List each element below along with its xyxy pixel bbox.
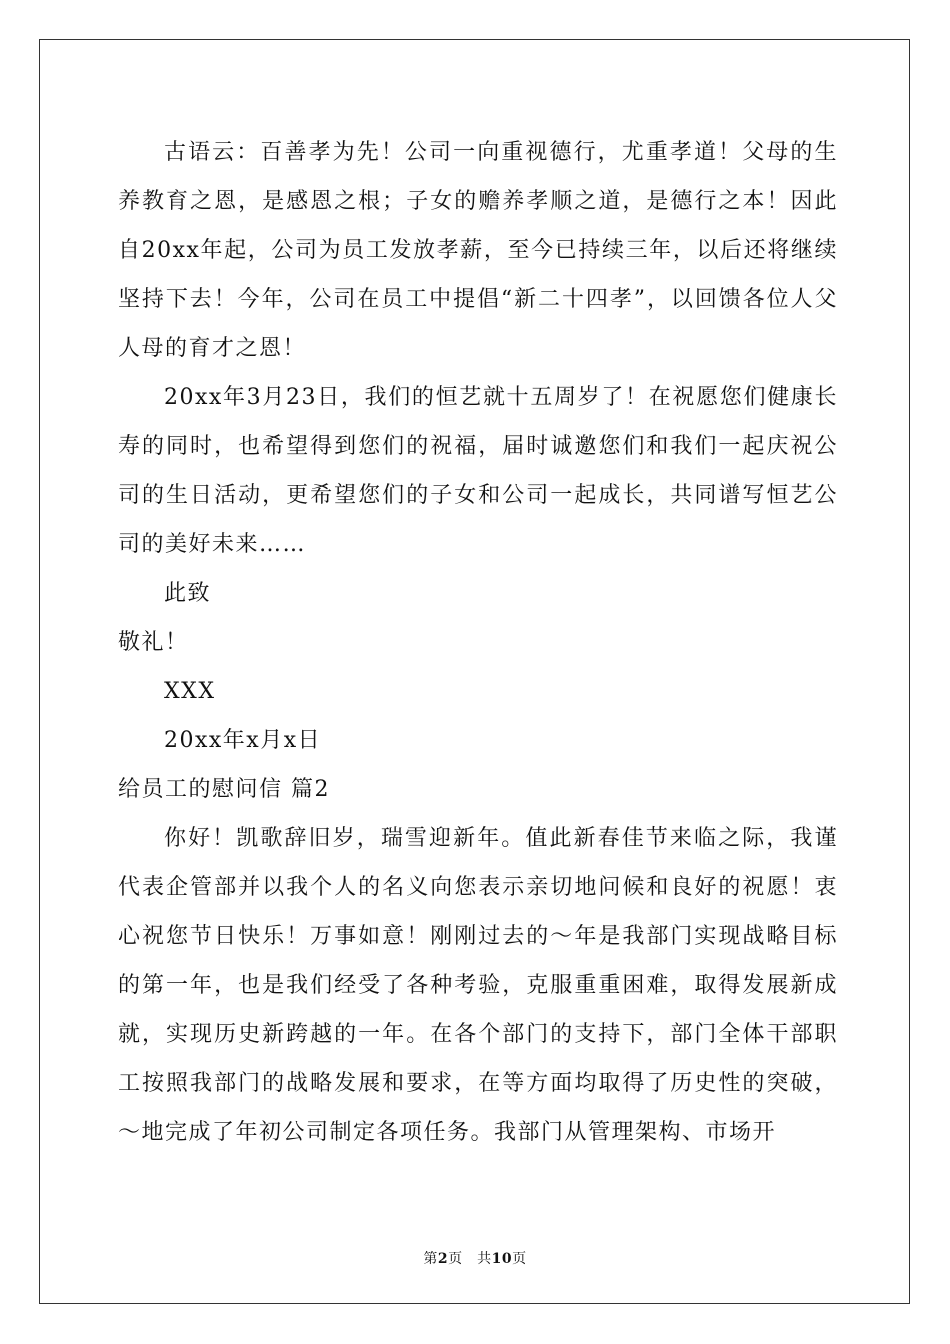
page-mid: 页 共 <box>448 1251 492 1267</box>
page-footer <box>0 1248 950 1268</box>
signature-name: XXX <box>164 679 216 704</box>
paragraph-filial-piety: 古语云：百善孝为先！公司一向重视德行，尤重孝道！父母的生养教育之恩，是感恩之根；子女的赡养孝顺之道，是德行之本！因此自20xx年起，公司为员工发放孝薪，至今已持续三年，以后还将继续坚持下去！今年，公司在员工中提倡“新二十四孝”，以回馈各位人父人母的育才之恩！ <box>118 140 838 361</box>
page-current: 2 <box>437 1251 449 1267</box>
document-body <box>118 128 838 1157</box>
page-prefix: 第 <box>423 1251 438 1267</box>
page-suffix: 页 <box>512 1251 527 1267</box>
closing-regards: 敬礼！ <box>118 630 189 655</box>
paragraph-anniversary: 20xx年3月23日，我们的恒艺就十五周岁了！在祝愿您们健康长寿的同时，也希望得到您们的祝福，届时诚邀您们和我们一起庆祝公司的生日活动，更希望您们的子女和公司一起成长，共同谱写恒艺公司的美好未来…… <box>118 385 838 557</box>
closing-salutation: 此致 <box>164 581 212 606</box>
section-heading: 给员工的慰问信 篇2 <box>118 777 330 802</box>
paragraph-new-year-greeting: 你好！凯歌辞旧岁，瑞雪迎新年。值此新春佳节来临之际，我谨代表企管部并以我个人的名义向您表示亲切地问候和良好的祝愿！衷心祝您节日快乐！万事如意！刚刚过去的～年是我部门实现战略目标的第一年，也是我们经受了各种考验，克服重重困难，取得发展新成就，实现历史新跨越的一年。在各个部门的支持下，部门全体干部职工按照我部门的战略发展和要求，在等方面均取得了历史性的突破，～地完成了年初公司制定各项任务。我部门从管理架构、市场开 <box>118 826 838 1145</box>
page-total: 10 <box>491 1251 513 1267</box>
signature-date: 20xx年x月x日 <box>164 728 322 753</box>
